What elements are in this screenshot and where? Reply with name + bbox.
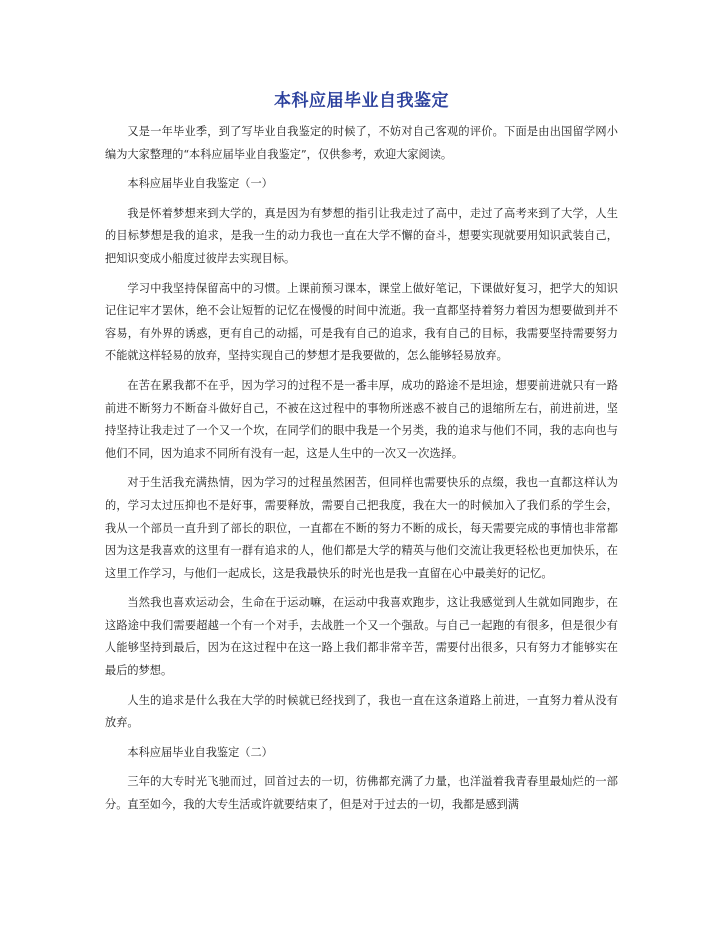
section-2-paragraph-1: 三年的大专时光飞驰而过，回首过去的一切，彷佛都充满了力量，也洋溢着我青春里最灿烂的一部分。直至如今，我的大专生活或许就要结束了，但是对于过去的一切，我都是感到满 bbox=[105, 775, 618, 812]
section-1-paragraph-3: 在苦在累我都不在乎，因为学习的过程不是一番丰厚，成功的路途不是坦途，想要前进就只有一路前进不断努力不断奋斗做好自己，不被在这过程中的事物所迷惑不被自己的退缩所左右，前进前进，坚持坚持让我走过了一个又一个坎，在同学们的眼中我是一个另类，我的追求与他们不同，我的志向也与他们不同，因为追求不同所有没有一起，这是人生中的一次又一次选择。 bbox=[105, 378, 618, 460]
section-1-paragraph-6: 人生的追求是什么我在大学的时候就已经找到了，我也一直在这条道路上前进，一直努力着从没有放弃。 bbox=[105, 693, 618, 730]
document-title: 本科应届毕业自我鉴定 bbox=[274, 91, 449, 111]
section-1-paragraph-1: 我是怀着梦想来到大学的，真是因为有梦想的指引让我走过了高中，走过了高考来到了大学，人生的目标梦想是我的追求，是我一生的动力我也一直在大学不懈的奋斗，想要实现就要用知识武装自己，把知识变成小船度过彼岸去实现目标。 bbox=[105, 206, 618, 265]
section-1-paragraph-2: 学习中我坚持保留高中的习惯。上课前预习课本，课堂上做好笔记，下课做好复习，把学大的知识记住记牢才罢休，绝不会让短暂的记忆在慢慢的时间中流逝。我一直都坚持着努力着因为想要做到并不容易，有外界的诱惑，更有自己的动摇，可是我有自己的追求，我有自己的目标，我需要坚持需要努力不能就这样轻易的放弃，坚持实现自己的梦想才是我要做的，怎么能够轻易放弃。 bbox=[105, 281, 618, 363]
intro-paragraph: 又是一年毕业季，到了写毕业自我鉴定的时候了，不妨对自己客观的评价。下面是由出国留学网小编为大家整理的“本科应届毕业自我鉴定”，仅供参考，欢迎大家阅读。 bbox=[105, 125, 618, 161]
section-1-heading: 本科应届毕业自我鉴定（一） bbox=[127, 177, 273, 191]
section-1-paragraph-5: 当然我也喜欢运动会，生命在于运动嘛，在运动中我喜欢跑步，这让我感觉到人生就如同跑步，在这路途中我们需要超越一个有一个对手，去战胜一个又一个强敌。与自己一起跑的有很多，但是很少有人能够坚持到最后，因为在这过程中在这一路上我们都非常辛苦，需要付出很多，只有努力才能够实在最后的梦想。 bbox=[105, 596, 618, 678]
section-1-paragraph-4: 对于生活我充满热情，因为学习的过程虽然困苦，但同样也需要快乐的点缀，我也一直都这样认为的，学习太过压抑也不是好事，需要释放，需要自己把我度，我在大一的时候加入了我们系的学生会，我从一个部员一直升到了部长的职位，一直都在不断的努力不断的成长，每天需要完成的事情也非常都因为这是我喜欢的这里有一群有追求的人，他们都是大学的精英与他们交流让我更轻松也更加快乐，在这里工作学习，与他们一起成长，这是我最快乐的时光也是我一直留在心中最美好的记忆。 bbox=[105, 476, 618, 580]
section-2-heading: 本科应届毕业自我鉴定（二） bbox=[127, 745, 273, 759]
